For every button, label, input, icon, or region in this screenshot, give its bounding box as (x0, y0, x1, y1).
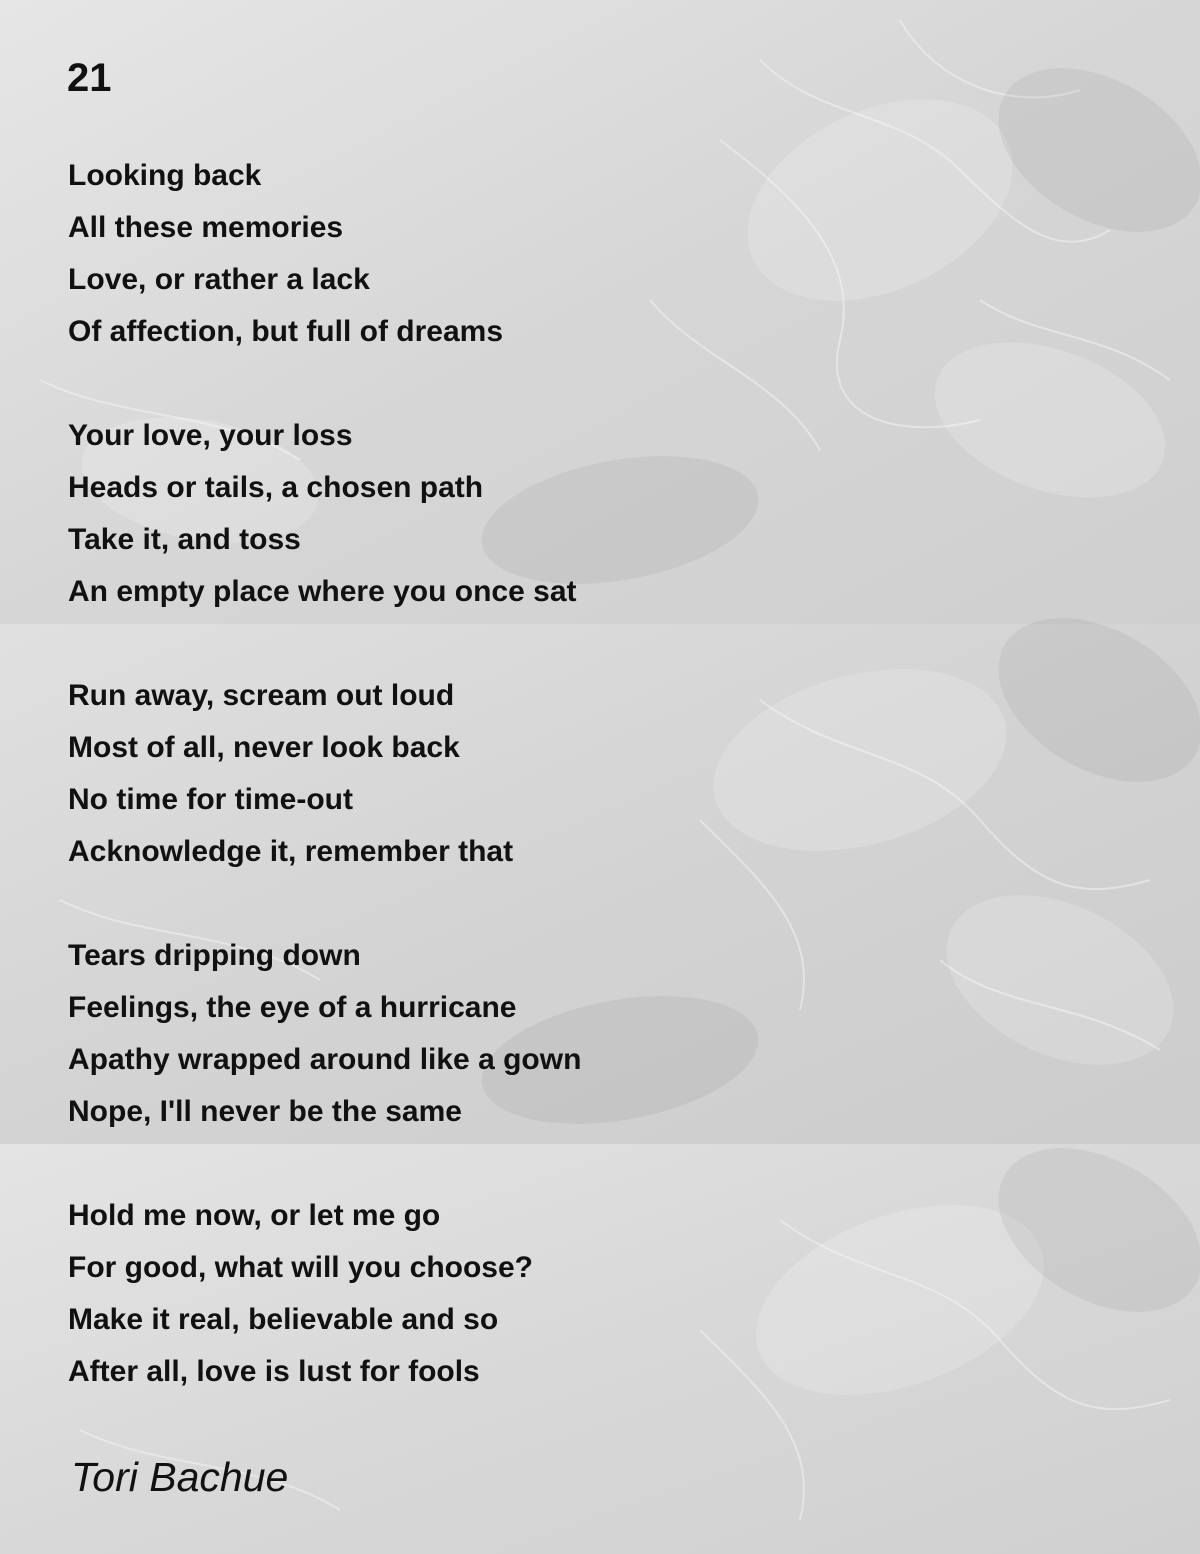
poem-line: For good, what will you choose? (68, 1251, 533, 1284)
poem-line: An empty place where you once sat (68, 575, 577, 608)
poem-line: Of affection, but full of dreams (68, 315, 504, 348)
poem-line: Most of all, never look back (68, 731, 460, 764)
poem-line: Heads or tails, a chosen path (68, 471, 484, 504)
poem-line: Apathy wrapped around like a gown (68, 1043, 582, 1076)
stanza-2 (68, 410, 1168, 618)
stanza-3 (68, 670, 1168, 878)
poem-title: 21 (67, 56, 112, 100)
poem-line: Run away, scream out loud (68, 679, 455, 712)
poem-body (68, 150, 1168, 1450)
stanza-1 (68, 150, 1168, 358)
poem-line: Nope, I'll never be the same (68, 1095, 462, 1128)
stanza-4 (68, 930, 1168, 1138)
poem-line: Take it, and toss (68, 523, 301, 556)
poem-line: After all, love is lust for fools (68, 1355, 480, 1388)
poem-line: Your love, your loss (68, 419, 353, 452)
poem-line: Acknowledge it, remember that (68, 835, 514, 868)
stanza-5 (68, 1190, 1168, 1398)
poem-line: Hold me now, or let me go (68, 1199, 441, 1232)
poem-line: Looking back (68, 159, 262, 192)
poem-line: All these memories (68, 211, 344, 244)
poem-line: Make it real, believable and so (68, 1303, 499, 1336)
poem-line: Feelings, the eye of a hurricane (68, 991, 517, 1024)
poem-line: Tears dripping down (68, 939, 361, 972)
poem-line: Love, or rather a lack (68, 263, 370, 296)
poem-line: No time for time-out (68, 783, 353, 816)
poem-author: Tori Bachue (71, 1454, 289, 1500)
